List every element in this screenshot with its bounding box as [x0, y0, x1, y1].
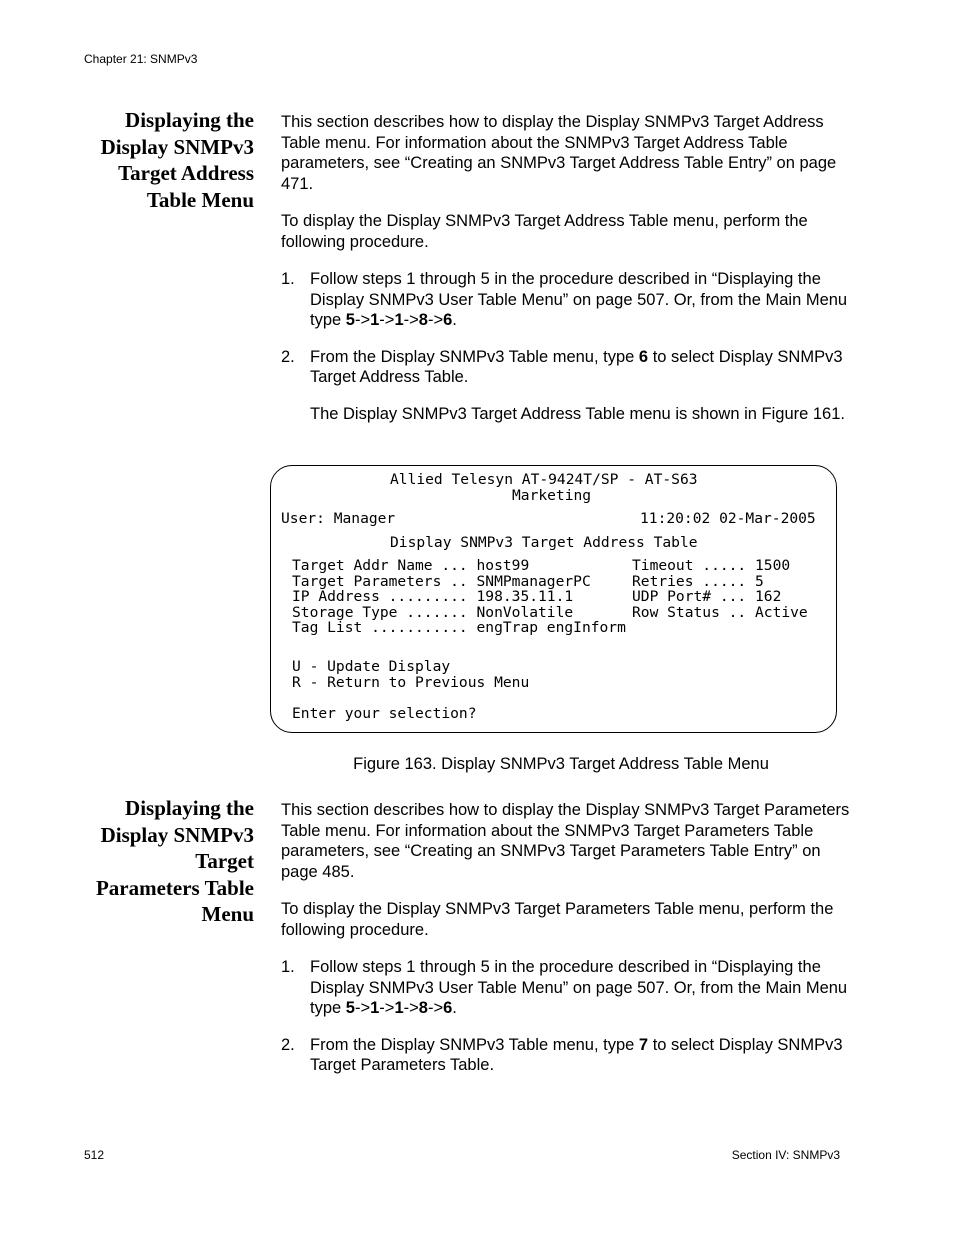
- field-target-parameters: Target Parameters .. SNMPmanagerPC: [292, 573, 591, 590]
- field-retries: Retries ..... 5: [632, 573, 764, 590]
- intro-paragraph: This section describes how to display the Display SNMPv3 Target Address Table menu. For information about the SNMPv3 Target Address Table parameters, see “Creating an SNMPv3 Target Address Table Entry” on page 471.: [281, 113, 837, 193]
- heading-line: Displaying the: [125, 796, 254, 820]
- page-number: 512: [84, 1148, 105, 1162]
- step-end: .: [452, 311, 457, 329]
- section2-body: [281, 800, 851, 1076]
- key-sep: ->: [354, 311, 371, 329]
- key-sep: ->: [354, 999, 371, 1017]
- step-number: 2.: [281, 1035, 295, 1054]
- field-udp-port: UDP Port# ... 162: [632, 588, 782, 605]
- terminal-user: User: Manager: [281, 510, 396, 527]
- terminal-screen: [270, 465, 837, 733]
- step-text: Follow steps 1 through 5 in the procedure described in “Displaying the Display SNMPv3 User Table Menu” on page 507. Or, from the Main Menu type: [310, 958, 848, 1017]
- step-text: From the Display SNMPv3 Table menu, type: [310, 1035, 639, 1054]
- figure-reference-note: The Display SNMPv3 Target Address Table menu is shown in Figure 161.: [310, 404, 845, 423]
- section-heading-target-address: [60, 107, 254, 213]
- section-heading-target-parameters: [60, 795, 254, 928]
- list-item: [281, 1035, 851, 1076]
- heading-line: Table Menu: [146, 187, 254, 212]
- field-row-status: Row Status .. Active: [632, 604, 808, 621]
- list-item: [281, 269, 851, 331]
- lead-paragraph: To display the Display SNMPv3 Target Parameters Table menu, perform the following procedure.: [281, 900, 834, 939]
- step-end: .: [452, 999, 457, 1017]
- menu-key: 8: [418, 999, 428, 1017]
- step-number: 1.: [281, 270, 295, 288]
- heading-line: Display SNMPv3: [100, 134, 254, 159]
- field-tag-list: Tag List ........... engTrap engInform: [292, 619, 626, 636]
- section1-body: [281, 112, 851, 424]
- menu-key: 5: [345, 311, 355, 329]
- running-footer-section: Section IV: SNMPv3: [731, 1148, 840, 1162]
- menu-key: 6: [443, 999, 453, 1017]
- heading-line: Target Address: [118, 161, 254, 185]
- figure-caption: Figure 163. Display SNMPv3 Target Address Table Menu: [353, 755, 769, 773]
- menu-key: 1: [394, 999, 404, 1017]
- heading-line: Display SNMPv3: [100, 822, 254, 847]
- procedure-list: [281, 269, 851, 388]
- procedure-list: [281, 957, 851, 1076]
- key-sep: ->: [427, 999, 444, 1017]
- field-target-addr-name: Target Addr Name ... host99: [292, 557, 530, 574]
- list-item: [281, 957, 851, 1019]
- terminal-title: Allied Telesyn AT-9424T/SP - AT-S63: [390, 471, 698, 488]
- key-sep: ->: [427, 311, 444, 329]
- field-storage-type: Storage Type ....... NonVolatile: [292, 604, 574, 621]
- step-text: Follow steps 1 through 5 in the procedure described in “Displaying the Display SNMPv3 User Table Menu” on page 507. Or, from the Main Menu type: [310, 270, 848, 329]
- menu-key: 6: [443, 311, 453, 329]
- step-text: to select Display SNMPv3 Target Parameters Table.: [310, 1035, 843, 1074]
- menu-key: 1: [394, 311, 404, 329]
- option-return-previous[interactable]: R - Return to Previous Menu: [292, 674, 530, 691]
- menu-key: 1: [370, 999, 380, 1017]
- terminal-subtitle: Marketing: [512, 487, 592, 504]
- lead-paragraph: To display the Display SNMPv3 Target Address Table menu, perform the following procedure.: [281, 212, 808, 251]
- menu-key: 6: [638, 347, 649, 366]
- terminal-datetime: 11:20:02 02-Mar-2005: [640, 510, 816, 527]
- option-update-display[interactable]: U - Update Display: [292, 658, 451, 675]
- intro-paragraph: This section describes how to display the Display SNMPv3 Target Parameters Table menu. For information about the SNMPv3 Target Parameters Table parameters, see “Creating an SNMPv3 Target Parameters Table Entry” on page 485.: [281, 801, 850, 881]
- step-text: From the Display SNMPv3 Table menu, type: [310, 347, 639, 366]
- menu-key: 8: [418, 311, 428, 329]
- key-sep: ->: [379, 999, 395, 1017]
- heading-line: Parameters Table: [95, 875, 254, 900]
- step-text: to select Display SNMPv3 Target Address Table.: [310, 347, 843, 386]
- selection-prompt[interactable]: Enter your selection?: [292, 705, 477, 722]
- heading-line: Menu: [201, 902, 254, 926]
- field-ip-address: IP Address ......... 198.35.11.1: [292, 588, 574, 605]
- key-sep: ->: [403, 311, 419, 329]
- key-sep: ->: [379, 311, 395, 329]
- field-timeout: Timeout ..... 1500: [632, 557, 791, 574]
- heading-line: Displaying the: [125, 108, 254, 132]
- step-number: 1.: [281, 958, 295, 976]
- menu-key: 1: [370, 311, 380, 329]
- list-item: [281, 347, 851, 388]
- menu-key: 7: [638, 1035, 649, 1054]
- running-header: Chapter 21: SNMPv3: [84, 52, 198, 66]
- heading-line: Target: [195, 849, 254, 873]
- menu-key: 5: [345, 999, 355, 1017]
- terminal-menu-title: Display SNMPv3 Target Address Table: [390, 534, 698, 551]
- key-sep: ->: [403, 999, 419, 1017]
- step-number: 2.: [281, 347, 295, 366]
